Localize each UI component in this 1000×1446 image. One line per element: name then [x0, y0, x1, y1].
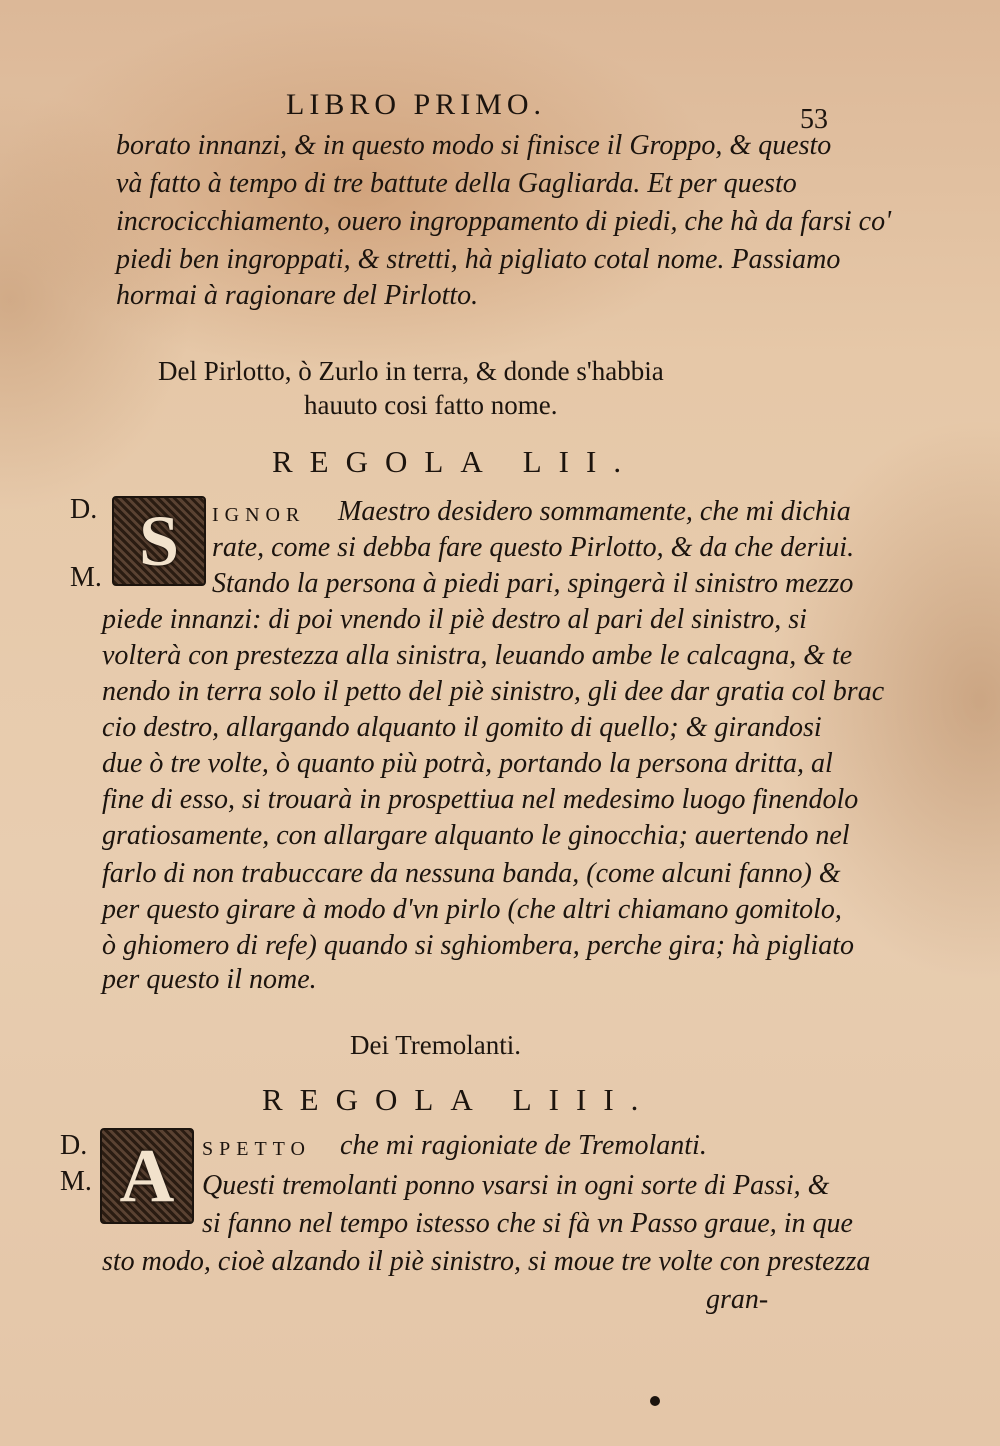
- text-line: per questo girare à modo d'vn pirlo (che altri chiamano gomitolo,: [102, 894, 842, 925]
- text-line: Questi tremolanti ponno vsarsi in ogni sorte di Passi, &: [202, 1170, 830, 1201]
- text-line: piedi ben ingroppati, & stretti, hà pigliato cotal nome. Passiamo: [116, 244, 841, 275]
- text-line: hormai à ragionare del Pirlotto.: [116, 280, 479, 311]
- text-line: farlo di non trabuccare da nessuna banda, (come alcuni fanno) &: [102, 858, 841, 889]
- text-line: sto modo, cioè alzando il piè sinistro, si moue tre volte con prestezza: [102, 1246, 871, 1277]
- section-heading: hauuto cosi fatto nome.: [304, 390, 558, 420]
- running-header: LIBRO PRIMO.: [286, 88, 547, 121]
- text-line: Maestro desidero sommamente, che mi dichia: [338, 496, 851, 527]
- section-heading: Dei Tremolanti.: [350, 1030, 522, 1060]
- rule-title: REGOLA LII.: [272, 444, 639, 479]
- text-line: fine di esso, si trouarà in prospettiua nel medesimo luogo finendolo: [102, 784, 859, 815]
- catchword: gran-: [706, 1284, 769, 1315]
- rule-title: REGOLA LIII.: [262, 1082, 656, 1117]
- text-line: incrocicchiamento, ouero ingroppamento di piedi, che hà da farsi co': [116, 206, 892, 237]
- text-line: gratiosamente, con allargare alquanto le ginocchia; auertendo nel: [102, 820, 850, 851]
- text-line: ò ghiomero di refe) quando si sghiombera, perche gira; hà pigliato: [102, 930, 855, 961]
- speaker-label-d: D.: [60, 1130, 88, 1161]
- text-line: volterà con prestezza alla sinistra, leuando ambe le calcagna, & te: [102, 640, 853, 671]
- speaker-label-d: D.: [70, 494, 98, 525]
- small-caps-word: IGNOR: [212, 504, 306, 526]
- text-line: che mi ragioniate de Tremolanti.: [340, 1130, 707, 1161]
- text-line: và fatto à tempo di tre battute della Gagliarda. Et per questo: [116, 168, 797, 199]
- small-caps-word: SPETTO: [202, 1138, 311, 1160]
- text-line: cio destro, allargando alquanto il gomito di quello; & girandosi: [102, 712, 822, 743]
- text-line: due ò tre volte, ò quanto più potrà, portando la persona dritta, al: [102, 748, 833, 779]
- text-line: nendo in terra solo il petto del piè sinistro, gli dee dar gratia col brac: [102, 676, 885, 707]
- text-line: si fanno nel tempo istesso che si fà vn Passo graue, in que: [202, 1208, 853, 1239]
- page-number: 53: [800, 104, 828, 135]
- text-line: rate, come si debba fare questo Pirlotto, & da che deriui.: [212, 532, 855, 563]
- section-heading: Del Pirlotto, ò Zurlo in terra, & donde s'habbia: [158, 356, 664, 386]
- text-line: Stando la persona à piedi pari, spingerà il sinistro mezzo: [212, 568, 854, 599]
- speaker-label-m: M.: [70, 562, 102, 593]
- ink-dot: [650, 1396, 660, 1406]
- text-line: per questo il nome.: [102, 964, 317, 995]
- text-line: piede innanzi: di poi vnendo il piè destro al pari del sinistro, si: [102, 604, 807, 635]
- decorated-initial: S: [112, 496, 206, 586]
- text-line: borato innanzi, & in questo modo si finisce il Groppo, & questo: [116, 130, 832, 161]
- decorated-initial: A: [100, 1128, 194, 1224]
- speaker-label-m: M.: [60, 1166, 92, 1197]
